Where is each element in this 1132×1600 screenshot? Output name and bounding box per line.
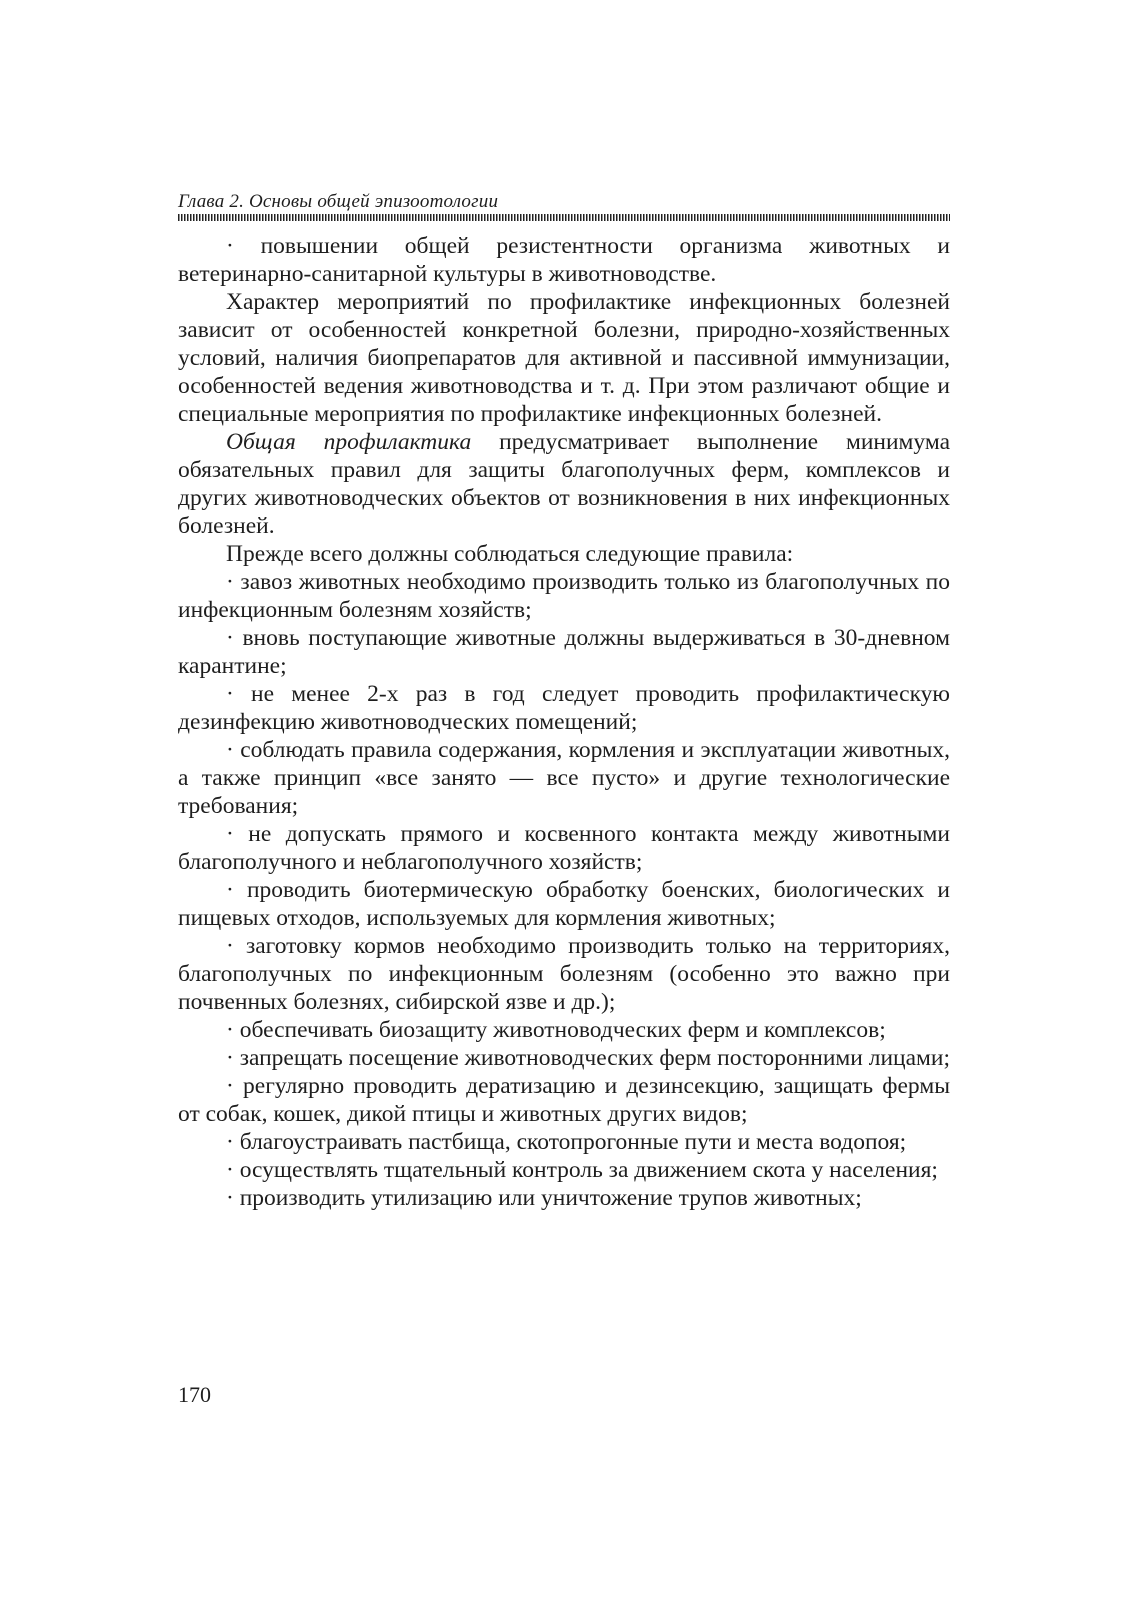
italic-term: Общая профилактика [226,429,472,455]
list-item: · регулярно проводить дератизацию и дезинсекцию, защищать фермы от собак, кошек, дикой птицы и животных других видов; [178,1073,950,1127]
paragraph: Характер мероприятий по профилактике инфекционных болезней зависит от особенностей конкретной болезни, природно-хозяйственных условий, наличия биопрепаратов для активной и пассивной иммунизации, особенностей ведения животноводства и т. д. При этом различают общие и специальные мероприятия по профилактике инфекционных болезней. [178,289,950,427]
page-number: 170 [178,1382,211,1407]
paragraph-text: предусматривает выполнение минимума обязательных правил для защиты благополучных ферм, комплексов и других животноводческих объектов от возникновения в них инфекционных болезней. [178,429,951,539]
running-head: Глава 2. Основы общей эпизоотологии [178,191,499,212]
paragraph: · повышении общей резистентности организма животных и ветеринарно-санитарной культуры в животноводстве. [178,233,950,287]
list-item: · не допускать прямого и косвенного контакта между животными благополучного и неблагополучного хозяйств; [178,821,950,875]
list-item: · заготовку кормов необходимо производить только на территориях, благополучных по инфекционным болезням (особенно это важно при почвенных болезнях, сибирской язве и др.); [178,933,950,1015]
paragraph: Прежде всего должны соблюдаться следующие правила: [226,541,794,567]
list-item: · благоустраивать пастбища, скотопрогонные пути и места водопоя; [226,1129,907,1155]
list-item: · осуществлять тщательный контроль за движением скота у населения; [226,1157,938,1183]
list-item: · не менее 2-х раз в год следует проводить профилактическую дезинфекцию животноводческих помещений; [178,681,950,735]
list-item: · вновь поступающие животные должны выдерживаться в 30-дневном карантине; [178,625,950,679]
list-item: · завоз животных необходимо производить только из благополучных по инфекционным болезням хозяйств; [178,569,950,623]
list-item: · проводить биотермическую обработку боенских, биологических и пищевых отходов, используемых для кормления животных; [178,877,950,931]
paragraph [178,428,950,540]
list-item: · соблюдать правила содержания, кормления и эксплуатации животных, а также принцип «все занято — все пусто» и другие технологические требования; [178,737,950,819]
list-item: · производить утилизацию или уничтожение трупов животных; [226,1185,862,1211]
header-rule [178,214,950,221]
list-item: · запрещать посещение животноводческих ферм посторонними лицами; [226,1045,951,1071]
list-item: · обеспечивать биозащиту животноводческих ферм и комплексов; [226,1017,886,1043]
body-text [178,232,950,1212]
